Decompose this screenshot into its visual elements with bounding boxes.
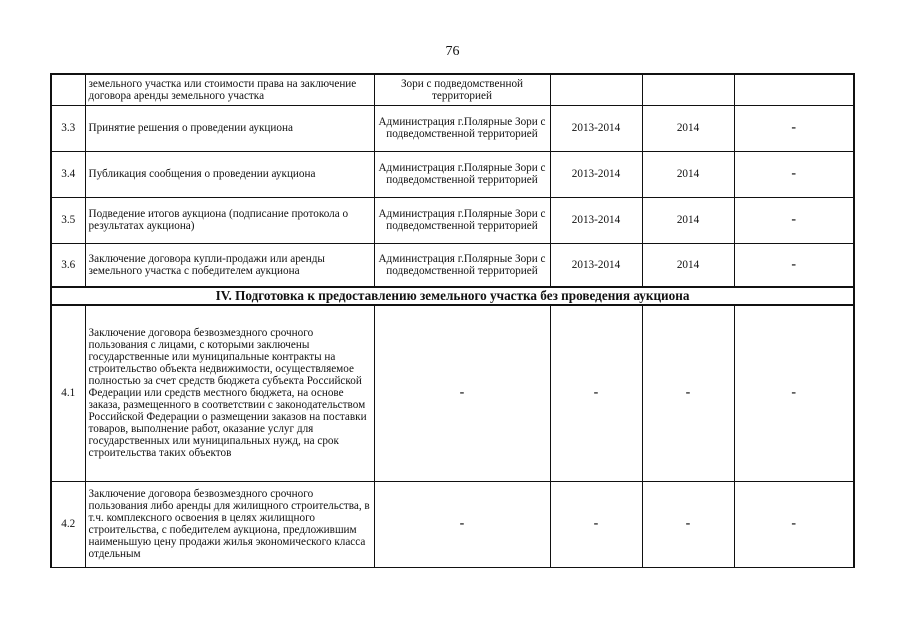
- plan-table: [50, 73, 855, 568]
- result-cell: [734, 74, 854, 105]
- result: -: [734, 481, 854, 567]
- activity-name: Заключение договора безвозмездного срочного пользования либо аренды для жилищного строительства, в т.ч. комплексного освоения в целях жилищного строительства, с победителем аукциона, предложившим наименьшую цену продажи жилья экономического класса отдельным: [85, 481, 374, 567]
- executor-cell: Зори с подведомственной территорией: [374, 74, 550, 105]
- year: 2014: [642, 197, 734, 243]
- period: -: [550, 481, 642, 567]
- result: -: [734, 243, 854, 287]
- row-number: 3.3: [51, 105, 85, 151]
- activity-name: Публикация сообщения о проведении аукциона: [85, 151, 374, 197]
- section-header-row: [51, 287, 854, 305]
- result: -: [734, 305, 854, 481]
- table-row: [51, 305, 854, 481]
- table-row: [51, 197, 854, 243]
- result: -: [734, 105, 854, 151]
- row-number: 3.6: [51, 243, 85, 287]
- executor: -: [374, 305, 550, 481]
- activity-name: Заключение договора купли-продажи или аренды земельного участка с победителем аукциона: [85, 243, 374, 287]
- year: 2014: [642, 151, 734, 197]
- table-row: [51, 151, 854, 197]
- executor: Администрация г.Полярные Зори с подведомственной территорией: [374, 105, 550, 151]
- row-number: 4.2: [51, 481, 85, 567]
- result: -: [734, 151, 854, 197]
- row-number: 3.4: [51, 151, 85, 197]
- year-cell: [642, 74, 734, 105]
- row-number: 4.1: [51, 305, 85, 481]
- period: 2013-2014: [550, 151, 642, 197]
- table-row-continued: [51, 74, 854, 105]
- table-row: [51, 481, 854, 567]
- executor: -: [374, 481, 550, 567]
- row-number-cell: [51, 74, 85, 105]
- year: -: [642, 305, 734, 481]
- period: -: [550, 305, 642, 481]
- executor: Администрация г.Полярные Зори с подведомственной территорией: [374, 151, 550, 197]
- year: 2014: [642, 105, 734, 151]
- table-row: [51, 105, 854, 151]
- period: 2013-2014: [550, 105, 642, 151]
- table-row: [51, 243, 854, 287]
- activity-name-cell: земельного участка или стоимости права на заключение договора аренды земельного участка: [85, 74, 374, 105]
- period: 2013-2014: [550, 243, 642, 287]
- activity-name: Подведение итогов аукциона (подписание протокола о результатах аукциона): [85, 197, 374, 243]
- page-number: 76: [445, 44, 460, 59]
- section-title: IV. Подготовка к предоставлению земельного участка без проведения аукциона: [51, 287, 854, 305]
- row-number: 3.5: [51, 197, 85, 243]
- executor: Администрация г.Полярные Зори с подведомственной территорией: [374, 243, 550, 287]
- year: 2014: [642, 243, 734, 287]
- period: 2013-2014: [550, 197, 642, 243]
- activity-name: Принятие решения о проведении аукциона: [85, 105, 374, 151]
- executor: Администрация г.Полярные Зори с подведомственной территорией: [374, 197, 550, 243]
- result: -: [734, 197, 854, 243]
- period-cell: [550, 74, 642, 105]
- year: -: [642, 481, 734, 567]
- activity-name: Заключение договора безвозмездного срочного пользования с лицами, с которыми заключены государственные или муниципальные контракты на строительство объекта недвижимости, осуществляемое полностью за счет средств бюджета субъекта Российской Федерации или средств местного бюджета, на основе заказа, размещенного в соответствии с законодательством Российской Федерации о размещении заказов на поставки товаров, выполнение работ, оказание услуг для государственных или муниципальных нужд, на срок строительства таких объектов: [85, 305, 374, 481]
